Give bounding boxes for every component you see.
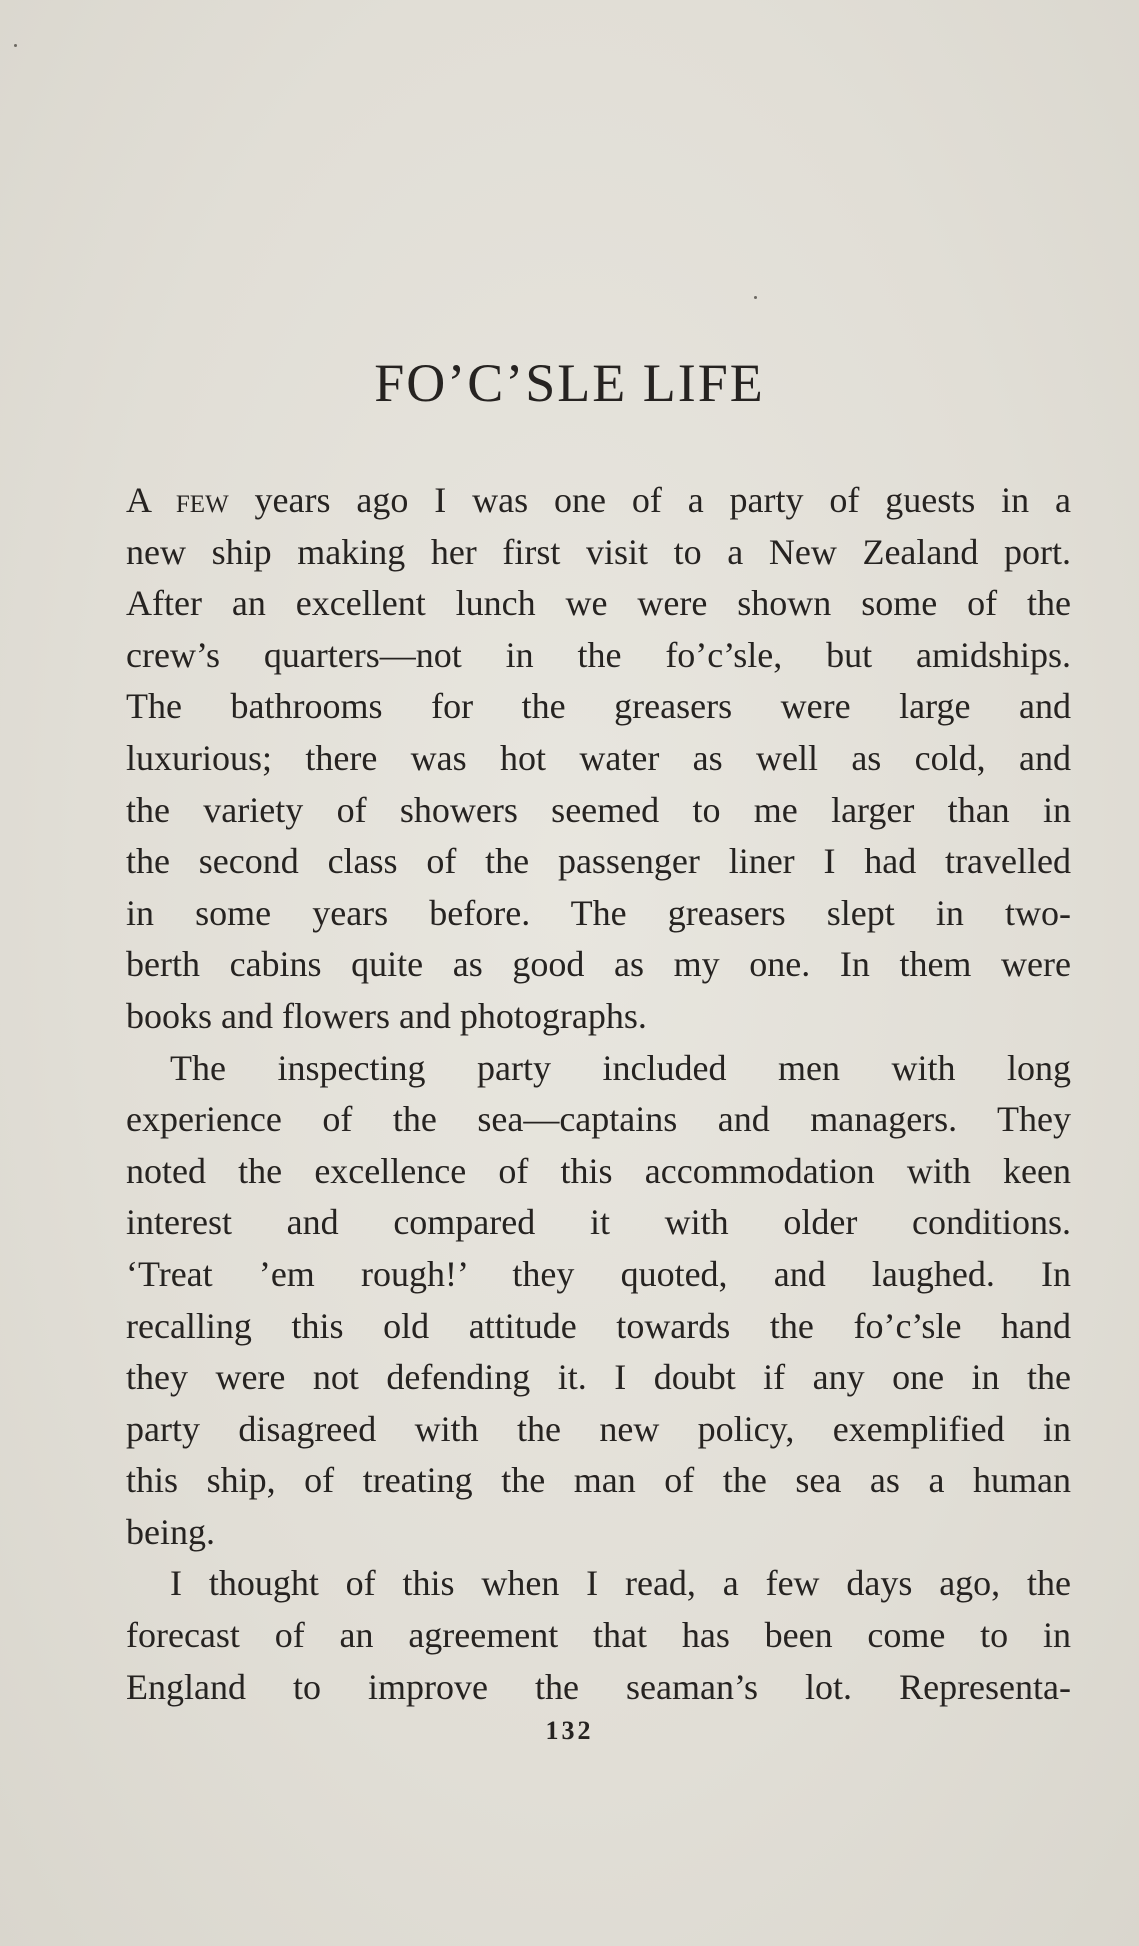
text-line: crew’s quarters—not in the fo’c’sle, but amidships. — [126, 634, 1071, 675]
text-line: England to improve the seaman’s lot. Representa- — [126, 1666, 1071, 1707]
text-line: The inspecting party included men with long — [170, 1047, 1071, 1088]
text-line: they were not defending it. I doubt if any one in the — [126, 1357, 1071, 1398]
paper-speck — [14, 44, 17, 47]
text-line: interest and compared it with older conditions. — [126, 1202, 1071, 1243]
text-line: luxurious; there was hot water as well as cold, and — [126, 737, 1071, 778]
text-line: recalling this old attitude towards the fo’c’sle hand — [126, 1305, 1071, 1346]
text-line: forecast of an agreement that has been come to in — [126, 1615, 1071, 1656]
text-line: ‘Treat ’em rough!’ they quoted, and laughed. In — [126, 1253, 1071, 1294]
text-line: I thought of this when I read, a few days ago, the — [170, 1563, 1071, 1604]
text-line: experience of the sea—captains and managers. They — [126, 1099, 1071, 1140]
text-line: party disagreed with the new policy, exemplified in — [126, 1408, 1071, 1449]
text-line: noted the excellence of this accommodation with keen — [126, 1150, 1071, 1191]
paper-speck — [754, 296, 757, 299]
body-text — [126, 475, 1071, 1713]
text-line: berth cabins quite as good as my one. In them were — [126, 944, 1071, 985]
text-line: the second class of the passenger liner I had travelled — [126, 841, 1071, 882]
text-line: After an excellent lunch we were shown some of the — [126, 583, 1071, 624]
chapter-title: FO’C’SLE LIFE — [374, 353, 765, 413]
text-line: books and flowers and photographs. — [126, 995, 647, 1036]
text-line: new ship making her first visit to a New Zealand port. — [126, 531, 1071, 572]
page-number: 132 — [545, 1716, 594, 1745]
text-line: in some years before. The greasers slept in two- — [126, 892, 1071, 933]
opening-small-caps: few — [175, 480, 229, 520]
text-line: this ship, of treating the man of the sea as a human — [126, 1460, 1071, 1501]
text-line: being. — [126, 1511, 215, 1552]
text-line: the variety of showers seemed to me larger than in — [126, 789, 1071, 830]
text-line: The bathrooms for the greasers were large and — [126, 686, 1071, 727]
text-line: A few years ago I was one of a party of guests in a — [126, 480, 1071, 520]
